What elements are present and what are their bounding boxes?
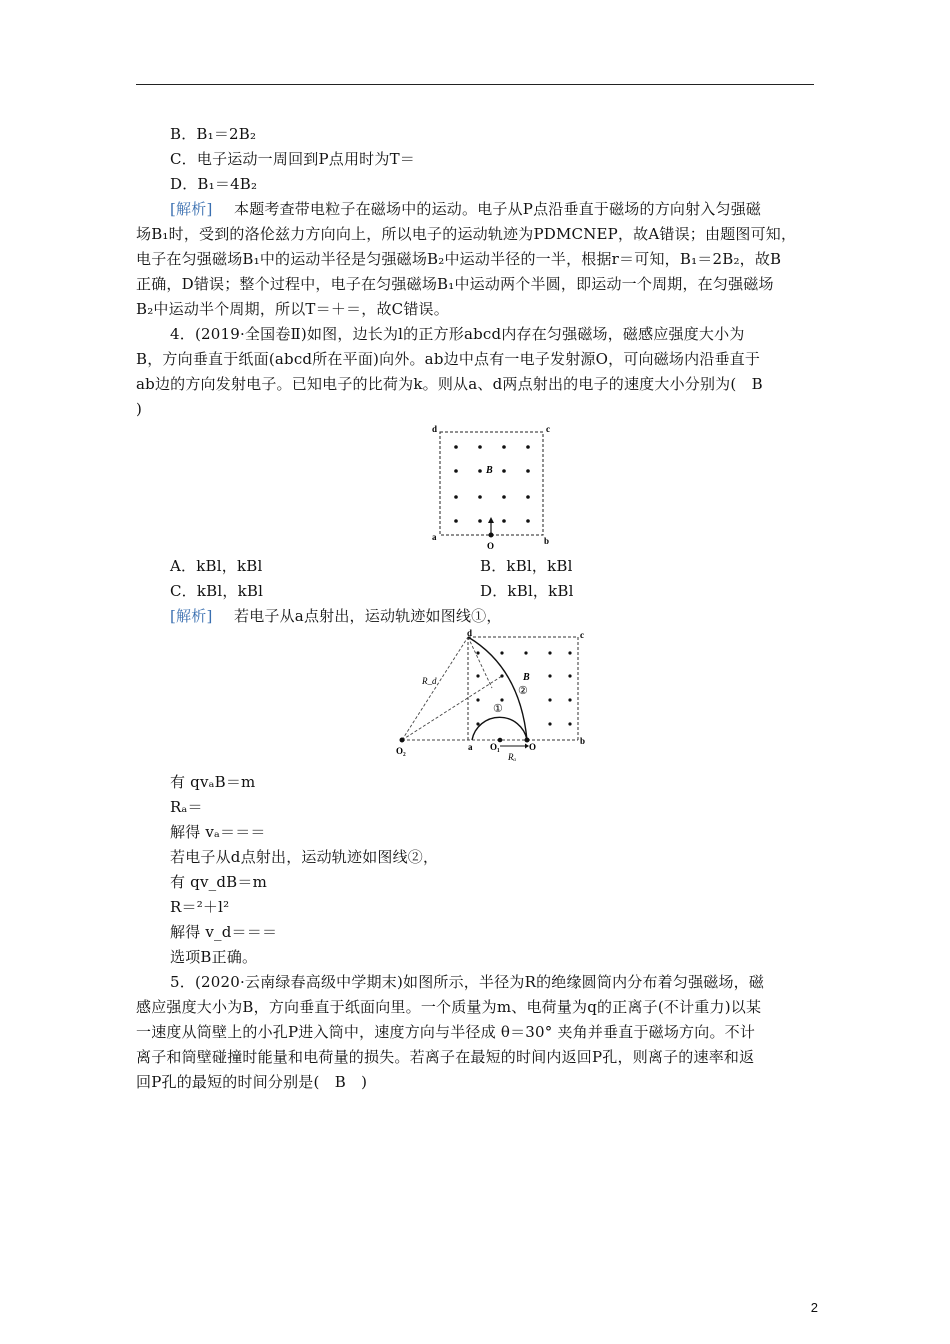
analysis-text: 若电子从a点射出，运动轨迹如图线①，	[234, 607, 502, 625]
option-c-q3: C．电子运动一周回到P点用时为T＝	[170, 150, 415, 168]
center-o2	[400, 738, 405, 743]
analysis-text: 场B₁时，受到的洛伦兹力方向向上，所以电子的运动轨迹为PDMCNEP，故A错误；由题图可知，	[136, 225, 797, 243]
page-number: 2	[810, 1300, 818, 1315]
option-b-q4: B．kBl，kBl	[480, 557, 573, 575]
emission-arrowhead	[488, 517, 494, 523]
label-O2: O₂	[396, 746, 406, 756]
analysis-text: B₂中运动半个周期，所以T＝＋＝，故C错误。	[136, 300, 449, 318]
analysis-text: 解得 vₐ＝＝＝	[170, 823, 266, 841]
dashed-box	[402, 637, 578, 740]
square-field-figure	[425, 420, 560, 555]
question-5-text: 感应强度大小为B，方向垂直于纸面向里。一个质量为m、电荷量为q的正离子(不计重力)以某	[136, 998, 762, 1016]
analysis-text: 正确，D错误；整个过程中，电子在匀强磁场B₁中运动两个半圆，即运动一个周期，在匀强磁场	[136, 275, 774, 293]
label-d: d	[467, 628, 473, 638]
label-b: b	[544, 536, 550, 546]
field-dots	[454, 445, 530, 523]
label-a: a	[468, 742, 473, 752]
option-a-q4: A．kBl，kBl	[170, 557, 263, 575]
analysis-text: 本题考查带电粒子在磁场中的运动。电子从P点沿垂直于磁场的方向射入匀强磁	[234, 200, 762, 218]
label-arc-1: ①	[493, 703, 503, 715]
label-d: d	[432, 424, 438, 434]
analysis-text: 解得 v_d＝＝＝	[170, 923, 278, 941]
question-5-text: 回P孔的最短的时间分别是( B )	[136, 1073, 368, 1091]
option-d-q3: D．B₁＝4B₂	[170, 175, 258, 193]
question-5-text: 5．(2020·云南绿春高级中学期末)如图所示，半径为R的绝缘圆筒内分布着匀强磁场，磁	[170, 973, 765, 991]
analysis-tag: [解析]	[170, 200, 213, 218]
question-5-text: 一速度从筒壁上的小孔P进入筒中，速度方向与半径成 θ＝30° 夹角并垂直于磁场方向。不计	[136, 1023, 756, 1041]
analysis-text: R＝²＋l²	[170, 898, 230, 916]
option-d-q4: D．kBl，kBl	[480, 582, 574, 600]
question-4-text: ab边的方向发射电子。已知电子的比荷为k。则从a、d两点射出的电子的速度大小分别为( B	[136, 375, 763, 393]
option-c-q4: C．kBl，kBl	[170, 582, 264, 600]
analysis-text: 有 qv_dB＝m	[170, 873, 267, 891]
label-a: a	[432, 532, 437, 542]
construction-lines	[402, 637, 527, 740]
trajectory-1	[472, 717, 527, 740]
label-arc-2: ②	[518, 685, 528, 697]
question-4-text: 4．(2019·全国卷Ⅱ)如图，边长为l的正方形abcd内存在匀强磁场，磁感应强度大小为	[170, 325, 745, 343]
label-Ra: Rₐ	[508, 752, 517, 762]
analysis-text: 选项B正确。	[170, 948, 258, 966]
analysis-text: 电子在匀强磁场B₁中的运动半径是匀强磁场B₂中运动半径的一半，根据r＝可知，B₁＝2B₂，故B	[136, 250, 782, 268]
question-5-text: 离子和筒壁碰撞时能量和电荷量的损失。若离子在最短的时间内返回P孔，则离子的速率和返	[136, 1048, 755, 1066]
header-rule	[136, 84, 814, 85]
trajectory-figure	[392, 628, 592, 770]
analysis-tag: [解析]	[170, 607, 213, 625]
label-O: O	[529, 742, 537, 752]
label-B: B	[486, 465, 493, 476]
label-c: c	[580, 630, 584, 640]
analysis-text: 若电子从d点射出，运动轨迹如图线②，	[170, 848, 439, 866]
analysis-text: 有 qvₐB＝m	[170, 773, 256, 791]
label-c: c	[546, 424, 550, 434]
label-O1: O₁	[490, 742, 500, 752]
option-b-q3: B．B₁＝2B₂	[170, 125, 257, 143]
label-O: O	[487, 541, 495, 551]
label-Rd: R_d	[422, 676, 437, 686]
source-point	[489, 533, 494, 538]
question-4-text: )	[136, 400, 143, 418]
question-4-text: B，方向垂直于纸面(abcd所在平面)向外。ab边中点有一电子发射源O，可向磁场内沿垂直于	[136, 350, 761, 368]
label-B: B	[523, 672, 530, 683]
label-b: b	[580, 736, 586, 746]
analysis-text: Rₐ＝	[170, 798, 203, 816]
